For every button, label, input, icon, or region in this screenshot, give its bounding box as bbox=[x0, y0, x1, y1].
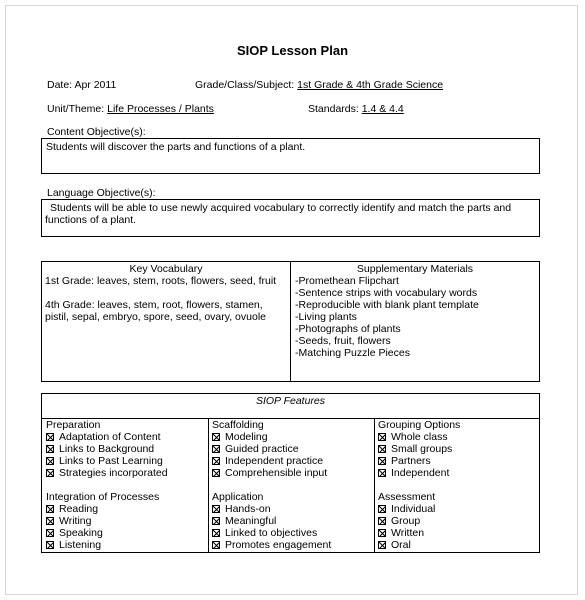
vocab-line: 1st Grade: leaves, stem, roots, flowers, seed, fruit bbox=[45, 275, 277, 287]
application-title: Application bbox=[212, 491, 264, 503]
standards-value: 1.4 & 4.4 bbox=[361, 103, 404, 115]
siop-col-divider-1 bbox=[208, 419, 209, 552]
grade-field bbox=[195, 79, 443, 91]
integration-group bbox=[46, 491, 159, 551]
key-vocabulary-header: Key Vocabulary bbox=[129, 263, 203, 275]
checked-box-icon bbox=[46, 529, 54, 537]
feature-item bbox=[46, 467, 168, 479]
checked-box-icon bbox=[212, 445, 220, 453]
supplementary-item: -Promethean Flipchart bbox=[295, 275, 399, 287]
checked-box-icon bbox=[212, 433, 220, 441]
checked-box-icon bbox=[378, 445, 386, 453]
feature-label: Written bbox=[391, 527, 425, 539]
checked-box-icon bbox=[212, 457, 220, 465]
feature-label: Hands-on bbox=[225, 503, 271, 515]
page-title: SIOP Lesson Plan bbox=[236, 43, 349, 58]
checked-box-icon bbox=[212, 517, 220, 525]
feature-label: Reading bbox=[59, 503, 99, 515]
feature-label: Small groups bbox=[391, 443, 453, 455]
siop-features-header: SIOP Features bbox=[255, 395, 326, 407]
vocab-line: 4th Grade: leaves, stem, root, flowers, stamen, bbox=[45, 299, 263, 311]
checked-box-icon bbox=[212, 541, 220, 549]
feature-item bbox=[212, 467, 327, 479]
feature-item bbox=[212, 431, 327, 443]
feature-label: Individual bbox=[391, 503, 436, 515]
feature-label: Comprehensible input bbox=[225, 467, 328, 479]
integration-title: Integration of Processes bbox=[46, 491, 160, 503]
feature-item bbox=[46, 455, 168, 467]
supplementary-item: -Photographs of plants bbox=[295, 323, 401, 335]
siop-col-divider-2 bbox=[374, 419, 375, 552]
unit-value: Life Processes / Plants bbox=[107, 103, 214, 115]
checked-box-icon bbox=[212, 469, 220, 477]
checked-box-icon bbox=[378, 541, 386, 549]
language-objective-label: Language Objective(s): bbox=[47, 187, 156, 199]
feature-label: Promotes engagement bbox=[225, 539, 332, 551]
standards-field bbox=[308, 103, 404, 115]
unit-label: Unit/Theme: bbox=[47, 103, 105, 115]
feature-item bbox=[378, 515, 435, 527]
feature-item bbox=[378, 443, 460, 455]
preparation-group bbox=[46, 419, 168, 479]
feature-item bbox=[378, 455, 460, 467]
language-objective-line2: functions of a plant. bbox=[45, 214, 137, 226]
feature-label: Adaptation of Content bbox=[59, 431, 161, 443]
feature-item bbox=[212, 443, 327, 455]
feature-label: Links to Past Learning bbox=[59, 455, 163, 467]
preparation-title: Preparation bbox=[46, 419, 101, 431]
supplementary-list bbox=[295, 275, 479, 359]
feature-label: Guided practice bbox=[225, 443, 299, 455]
checked-box-icon bbox=[378, 505, 386, 513]
feature-item bbox=[212, 455, 327, 467]
date-value: Apr 2011 bbox=[74, 79, 117, 91]
grouping-group bbox=[378, 419, 460, 479]
feature-label: Independent bbox=[391, 467, 450, 479]
language-objective-line1: Students will be able to use newly acquired vocabulary to correctly identify and match the parts and bbox=[50, 202, 512, 214]
assessment-title: Assessment bbox=[378, 491, 436, 503]
feature-label: Whole class bbox=[391, 431, 448, 443]
feature-item bbox=[46, 515, 159, 527]
table-divider bbox=[290, 262, 291, 381]
feature-item bbox=[212, 515, 331, 527]
grouping-title: Grouping Options bbox=[378, 419, 461, 431]
vocabulary-materials-table bbox=[41, 261, 540, 382]
feature-label: Strategies incorporated bbox=[59, 467, 168, 479]
grade-value: 1st Grade & 4th Grade Science bbox=[297, 79, 444, 91]
checked-box-icon bbox=[378, 517, 386, 525]
feature-item bbox=[46, 527, 159, 539]
checked-box-icon bbox=[378, 469, 386, 477]
supplementary-header: Supplementary Materials bbox=[356, 263, 474, 275]
application-group bbox=[212, 491, 331, 551]
scaffolding-title: Scaffolding bbox=[212, 419, 264, 431]
grade-label: Grade/Class/Subject: bbox=[195, 79, 295, 91]
content-objective-label: Content Objective(s): bbox=[47, 126, 146, 138]
feature-label: Writing bbox=[59, 515, 92, 527]
unit-field bbox=[47, 103, 214, 115]
feature-item bbox=[46, 443, 168, 455]
feature-label: Meaningful bbox=[225, 515, 277, 527]
feature-label: Group bbox=[391, 515, 421, 527]
checked-box-icon bbox=[212, 529, 220, 537]
vocab-line: pistil, sepal, embryo, spore, seed, ovary, ovuole bbox=[45, 311, 266, 323]
feature-label: Linked to objectives bbox=[225, 527, 318, 539]
supplementary-item: -Sentence strips with vocabulary words bbox=[295, 287, 478, 299]
content-objective-box bbox=[41, 138, 540, 174]
feature-item bbox=[212, 503, 331, 515]
content-objective-text: Students will discover the parts and functions of a plant. bbox=[46, 141, 306, 153]
feature-label: Listening bbox=[59, 539, 102, 551]
date-label: Date: bbox=[47, 79, 73, 91]
checked-box-icon bbox=[378, 529, 386, 537]
feature-label: Modeling bbox=[225, 431, 268, 443]
checked-box-icon bbox=[46, 517, 54, 525]
feature-label: Independent practice bbox=[225, 455, 324, 467]
checked-box-icon bbox=[46, 541, 54, 549]
feature-item bbox=[378, 467, 460, 479]
language-objective-box bbox=[41, 199, 540, 237]
supplementary-item: -Matching Puzzle Pieces bbox=[295, 347, 410, 359]
assessment-group bbox=[378, 491, 435, 551]
feature-item bbox=[378, 539, 435, 551]
feature-item bbox=[46, 539, 159, 551]
feature-label: Links to Background bbox=[59, 443, 155, 455]
date-field bbox=[47, 79, 116, 91]
feature-item bbox=[212, 539, 331, 551]
checked-box-icon bbox=[46, 457, 54, 465]
checked-box-icon bbox=[378, 433, 386, 441]
checked-box-icon bbox=[46, 469, 54, 477]
checked-box-icon bbox=[46, 445, 54, 453]
checked-box-icon bbox=[212, 505, 220, 513]
checked-box-icon bbox=[46, 433, 54, 441]
standards-label: Standards: bbox=[308, 103, 359, 115]
supplementary-item: -Seeds, fruit, flowers bbox=[295, 335, 391, 347]
supplementary-item: -Reproducible with blank plant template bbox=[295, 299, 479, 311]
checked-box-icon bbox=[378, 457, 386, 465]
key-vocabulary-list bbox=[45, 275, 276, 323]
feature-item bbox=[46, 503, 159, 515]
feature-item bbox=[378, 503, 435, 515]
feature-label: Speaking bbox=[59, 527, 103, 539]
checked-box-icon bbox=[46, 505, 54, 513]
feature-item bbox=[378, 527, 435, 539]
supplementary-item: -Living plants bbox=[295, 311, 357, 323]
siop-features-table bbox=[41, 393, 540, 553]
feature-item bbox=[46, 431, 168, 443]
feature-item bbox=[212, 527, 331, 539]
feature-item bbox=[378, 431, 460, 443]
scaffolding-group bbox=[212, 419, 327, 479]
feature-label: Partners bbox=[391, 455, 431, 467]
feature-label: Oral bbox=[391, 539, 411, 551]
